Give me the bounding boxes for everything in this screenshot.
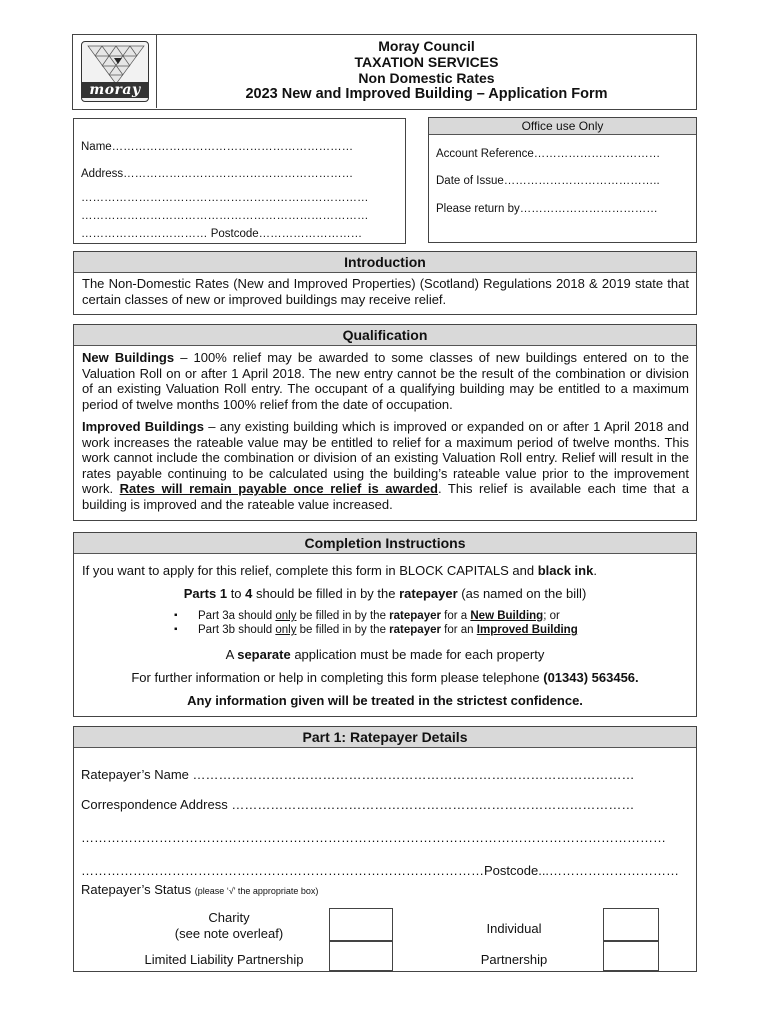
ratepayer-emphasis: ratepayer bbox=[389, 610, 441, 622]
correspondence-address-field[interactable]: Correspondence Address ………………………………………………………………………………… bbox=[81, 797, 635, 812]
bullet-text: Part 3b should bbox=[198, 624, 276, 636]
title-block bbox=[157, 38, 696, 102]
account-reference-field[interactable]: Account Reference…………………………… bbox=[436, 148, 661, 160]
bullet-text: ; or bbox=[543, 610, 560, 622]
logo-triangle-pattern-icon bbox=[82, 42, 149, 86]
only-emphasis: only bbox=[275, 624, 297, 636]
list-item bbox=[74, 623, 696, 637]
address-line-3[interactable]: ………………………………………………………………… bbox=[81, 210, 369, 222]
separate-emphasis: separate bbox=[237, 647, 291, 662]
new-buildings-heading: New Buildings bbox=[82, 350, 175, 365]
parts-4-label: 4 bbox=[245, 586, 253, 601]
postcode-field[interactable]: Postcode...………………………… bbox=[484, 863, 680, 878]
address-field[interactable]: Address…………………………………………………… bbox=[81, 168, 354, 180]
ratepayer-status-label bbox=[81, 882, 318, 897]
introduction-title: Introduction bbox=[74, 252, 696, 273]
charity-checkbox[interactable] bbox=[329, 908, 393, 941]
partnership-label: Partnership bbox=[480, 952, 548, 967]
qualification-title: Qualification bbox=[74, 325, 696, 346]
introduction-text: The Non-Domestic Rates (New and Improved Properties) (Scotland) Regulations 2018 & 2019 state that certain classes of new or improved buildings may receive relief. bbox=[82, 276, 689, 307]
form-header bbox=[72, 34, 697, 110]
correspondence-postcode-line[interactable] bbox=[81, 863, 679, 878]
black-ink-emphasis: black ink bbox=[537, 563, 594, 578]
improved-buildings-text: – any existing building which is improved or expanded on or after 1 April 2018 and work increases the rateable value may be entitled to relief for a maximum period of twelve months. This work cannot include the combination or division of an existing Valuation Roll entry. Relief will result in the rates payable continuing to be calculated using the building’s rateable value prior to the improvement work. bbox=[82, 419, 689, 496]
new-buildings-text: – 100% relief may be awarded to some classes of new buildings entered on to the Valuation Roll on or after 1 April 2018. The new entry cannot be the result of the combination or division of an existing Valuation Roll entry. The occupant of a qualifying building may be entitled to a maximum period of twelve months 100% relief from the date of occupation. bbox=[82, 350, 690, 412]
return-by-field[interactable]: Please return by……………………………… bbox=[436, 203, 658, 215]
parts-instruction bbox=[74, 586, 696, 601]
parts-tail: (as named on the bill) bbox=[457, 586, 587, 601]
telephone-number: (01343) 563456. bbox=[543, 670, 639, 685]
name-field[interactable]: Name……………………………………………………… bbox=[81, 141, 354, 153]
office-use-title: Office use Only bbox=[429, 118, 696, 135]
council-name: Moray Council bbox=[378, 38, 475, 54]
note-text: application must be made for each property bbox=[290, 647, 545, 662]
bullet-text: for a bbox=[440, 610, 471, 622]
part1-title: Part 1: Ratepayer Details bbox=[74, 727, 696, 748]
partnership-checkbox[interactable] bbox=[603, 941, 659, 971]
part1-ratepayer-details-section bbox=[73, 726, 697, 972]
improved-buildings-tail: . This relief is available each time that a building is improved and the rateable value increased. bbox=[82, 481, 689, 512]
list-item bbox=[74, 609, 696, 623]
block-capitals-instruction bbox=[82, 563, 696, 578]
ratepayer-emphasis: ratepayer bbox=[399, 586, 458, 601]
bullet-icon: ▪ bbox=[174, 624, 178, 635]
parts-1-label: Parts 1 bbox=[183, 586, 228, 601]
llp-label: Limited Liability Partnership bbox=[144, 952, 304, 967]
date-of-issue-field[interactable]: Date of Issue………………………………….. bbox=[436, 175, 660, 187]
bullet-text: be filled in by the bbox=[296, 624, 390, 636]
note-text: For further information or help in completing this form please telephone bbox=[131, 670, 544, 685]
charity-label bbox=[134, 910, 324, 942]
instruction-end: . bbox=[593, 563, 597, 578]
instruction-text: If you want to apply for this relief, complete this form in BLOCK CAPITALS and bbox=[82, 563, 538, 578]
bullet-text: for an bbox=[440, 624, 477, 636]
only-emphasis: only bbox=[275, 610, 297, 622]
ratepayer-name-field[interactable]: Ratepayer’s Name ………………………………………………………………………………………… bbox=[81, 767, 635, 782]
new-building-emphasis: New Building bbox=[470, 610, 544, 622]
parts-to: to bbox=[227, 586, 246, 601]
applicant-address-box bbox=[73, 118, 406, 244]
address-line-2[interactable]: ………………………………………………………………… bbox=[81, 192, 369, 204]
new-buildings-paragraph bbox=[74, 346, 696, 412]
status-note: (please ‘√’ the appropriate box) bbox=[194, 886, 319, 896]
logo-wordmark: moray bbox=[82, 82, 148, 98]
postcode-field[interactable]: …………………………… Postcode……………………… bbox=[81, 228, 363, 240]
improved-building-emphasis: Improved Building bbox=[476, 624, 578, 636]
separate-application-note bbox=[74, 647, 696, 662]
department-name: TAXATION SERVICES bbox=[354, 54, 499, 70]
moray-council-logo bbox=[81, 41, 149, 102]
completion-instructions-section bbox=[73, 532, 697, 717]
completion-title: Completion Instructions bbox=[74, 533, 696, 554]
charity-text: Charity bbox=[208, 910, 250, 925]
bullet-text: Part 3a should bbox=[198, 610, 276, 622]
bullet-text: be filled in by the bbox=[296, 610, 390, 622]
office-use-box bbox=[428, 117, 697, 243]
ratepayer-emphasis: ratepayer bbox=[389, 624, 441, 636]
improved-buildings-heading: Improved Buildings bbox=[82, 419, 204, 434]
qualification-section bbox=[73, 324, 697, 521]
confidentiality-note: Any information given will be treated in the strictest confidence. bbox=[187, 693, 583, 708]
parts-text: should be filled in by the bbox=[252, 586, 400, 601]
individual-label: Individual bbox=[486, 921, 542, 936]
telephone-note bbox=[74, 670, 696, 685]
part-3-bullet-list bbox=[74, 609, 696, 637]
logo-cell bbox=[73, 35, 157, 108]
address-line-3[interactable]: ………………………………………………………………………………… bbox=[81, 863, 484, 878]
individual-checkbox[interactable] bbox=[603, 908, 659, 941]
bullet-icon: ▪ bbox=[174, 610, 178, 621]
status-label-text: Ratepayer’s Status bbox=[81, 882, 195, 897]
rates-type: Non Domestic Rates bbox=[358, 70, 495, 86]
charity-note: (see note overleaf) bbox=[174, 926, 284, 941]
form-title: 2023 New and Improved Building – Application Form bbox=[245, 86, 608, 102]
rates-payable-emphasis: Rates will remain payable once relief is awarded bbox=[119, 481, 438, 496]
correspondence-address-line-2[interactable]: ……………………………………………………………………………………………………………………… bbox=[81, 830, 666, 845]
note-text: A bbox=[225, 647, 238, 662]
llp-checkbox[interactable] bbox=[329, 941, 393, 971]
introduction-section bbox=[73, 251, 697, 315]
improved-buildings-paragraph bbox=[74, 412, 696, 512]
